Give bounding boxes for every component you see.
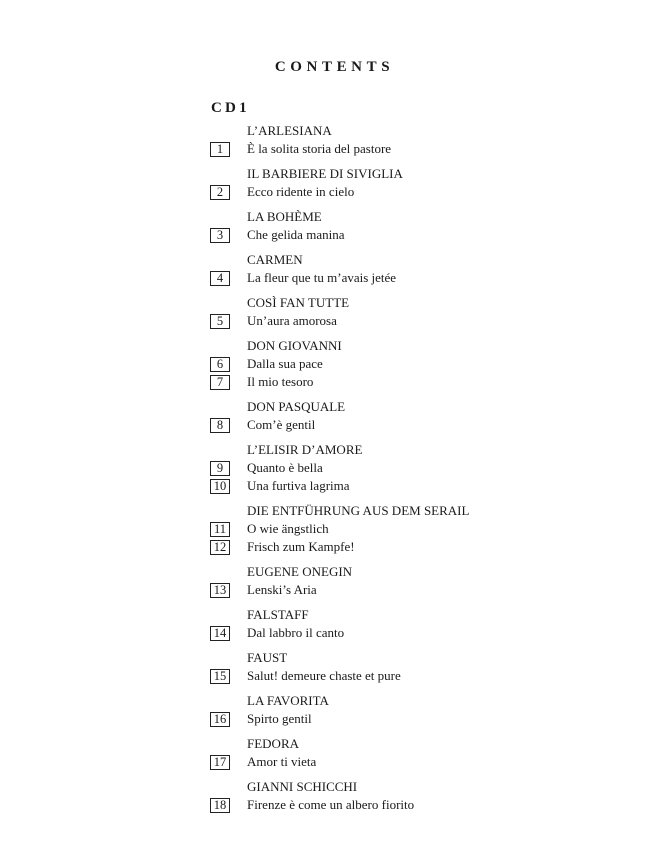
track-title: Salut! demeure chaste et pure <box>247 668 401 683</box>
track-title: Lenski’s Aria <box>247 582 317 597</box>
opera-entry <box>210 337 650 391</box>
track-row <box>210 477 650 495</box>
opera-title: L’ELISIR D’AMORE <box>247 442 363 457</box>
track-number-box: 18 <box>210 798 230 813</box>
opera-title: DON PASQUALE <box>247 399 346 414</box>
track-row <box>210 581 650 599</box>
track-number-box: 1 <box>210 142 230 157</box>
opera-entry <box>210 692 650 728</box>
track-row <box>210 226 650 244</box>
track-number-box: 9 <box>210 461 230 476</box>
opera-entry <box>210 208 650 244</box>
track-number-box: 5 <box>210 314 230 329</box>
opera-title: CARMEN <box>247 252 303 267</box>
track-number-box: 4 <box>210 271 230 286</box>
track-title: Quanto è bella <box>247 460 323 475</box>
opera-entry <box>210 735 650 771</box>
track-title: Un’aura amorosa <box>247 313 337 328</box>
track-number-box: 12 <box>210 540 230 555</box>
track-title: Firenze è come un albero fiorito <box>247 797 415 812</box>
track-row <box>210 416 650 434</box>
track-number-box: 3 <box>210 228 230 243</box>
contents-list <box>210 122 650 821</box>
track-row <box>210 355 650 373</box>
opera-entry <box>210 649 650 685</box>
opera-title: L’ARLESIANA <box>247 123 332 138</box>
track-title: Dalla sua pace <box>247 356 323 371</box>
track-number-box: 7 <box>210 375 230 390</box>
track-row <box>210 710 650 728</box>
track-row <box>210 520 650 538</box>
opera-title: DON GIOVANNI <box>247 338 342 353</box>
opera-title: FALSTAFF <box>247 607 309 622</box>
opera-title: LA FAVORITA <box>247 693 329 708</box>
track-row <box>210 459 650 477</box>
track-title: Spirto gentil <box>247 711 312 726</box>
opera-entry <box>210 502 650 556</box>
page-title: CONTENTS <box>274 59 395 75</box>
track-number-box: 15 <box>210 669 230 684</box>
opera-title: GIANNI SCHICCHI <box>247 779 358 794</box>
track-row <box>210 796 650 814</box>
track-title: Com’è gentil <box>247 417 316 432</box>
track-title: Ecco ridente in cielo <box>247 184 355 199</box>
opera-entry <box>210 778 650 814</box>
track-row <box>210 183 650 201</box>
opera-entry <box>210 563 650 599</box>
track-row <box>210 373 650 391</box>
track-number-box: 8 <box>210 418 230 433</box>
opera-title: EUGENE ONEGIN <box>247 564 353 579</box>
opera-title: IL BARBIERE DI SIVIGLIA <box>247 166 403 181</box>
track-row <box>210 538 650 556</box>
track-number-box: 17 <box>210 755 230 770</box>
track-number-box: 2 <box>210 185 230 200</box>
opera-entry <box>210 122 650 158</box>
opera-entry <box>210 441 650 495</box>
track-row <box>210 140 650 158</box>
track-title: Dal labbro il canto <box>247 625 345 640</box>
opera-entry <box>210 398 650 434</box>
track-number-box: 10 <box>210 479 230 494</box>
track-row <box>210 624 650 642</box>
track-title: Che gelida manina <box>247 227 345 242</box>
track-row <box>210 667 650 685</box>
opera-title: COSÌ FAN TUTTE <box>247 295 350 310</box>
opera-title: DIE ENTFÜHRUNG AUS DEM SERAIL <box>247 503 470 518</box>
opera-entry <box>210 606 650 642</box>
track-number-box: 6 <box>210 357 230 372</box>
track-title: È la solita storia del pastore <box>247 141 392 156</box>
opera-entry <box>210 251 650 287</box>
disc-label: CD1 <box>211 100 250 116</box>
opera-title: FAUST <box>247 650 288 665</box>
track-row <box>210 312 650 330</box>
track-title: Amor ti vieta <box>247 754 317 769</box>
opera-title: FEDORA <box>247 736 300 751</box>
track-number-box: 11 <box>210 522 230 537</box>
track-number-box: 16 <box>210 712 230 727</box>
track-title: Frisch zum Kampfe! <box>247 539 355 554</box>
track-title: Il mio tesoro <box>247 374 314 389</box>
opera-title: LA BOHÈME <box>247 209 322 224</box>
track-title: O wie ängstlich <box>247 521 329 536</box>
opera-entry <box>210 165 650 201</box>
track-title: Una furtiva lagrima <box>247 478 350 493</box>
track-title: La fleur que tu m’avais jetée <box>247 270 397 285</box>
track-row <box>210 269 650 287</box>
track-number-box: 14 <box>210 626 230 641</box>
track-number-box: 13 <box>210 583 230 598</box>
track-row <box>210 753 650 771</box>
opera-entry <box>210 294 650 330</box>
